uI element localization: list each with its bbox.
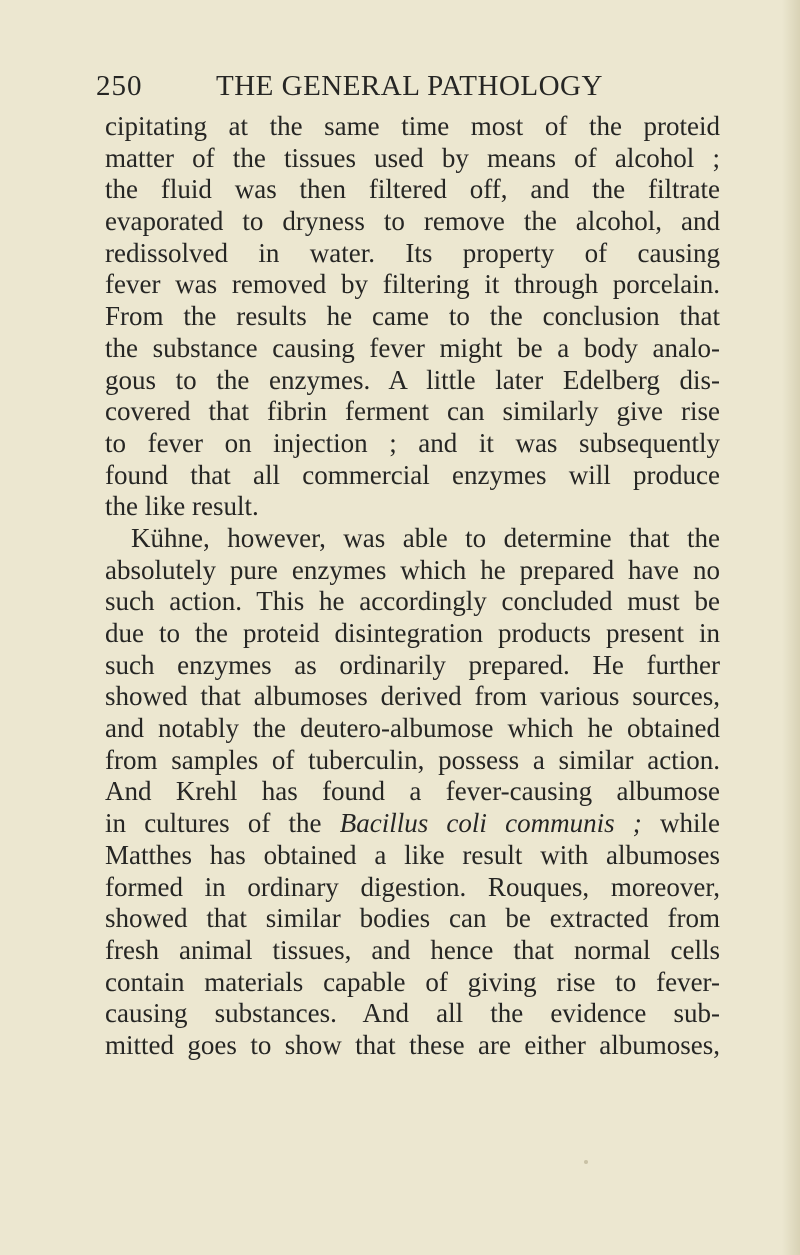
page-number: 250 <box>96 70 143 102</box>
text-line: Kühne, however, was able to determine that the <box>131 522 720 553</box>
text-line: and notably the deutero-albumose which he obtained <box>105 713 720 744</box>
text-fragment: in cultures of the <box>105 808 340 839</box>
text-line: such action. This he accordingly concluded must be <box>105 586 720 617</box>
text-fragment: while <box>641 808 720 839</box>
page-edge-shadow <box>782 0 800 1255</box>
text-line: from samples of tuberculin, possess a similar action. <box>105 744 720 775</box>
text-line: due to the proteid disintegration products present in <box>105 618 720 648</box>
text-line: formed in ordinary digestion. Rouques, moreover, <box>105 871 720 902</box>
text-line: Matthes has obtained a like result with albumoses <box>105 839 720 870</box>
text-line: causing substances. And all the evidence sub- <box>105 998 720 1029</box>
page-header <box>0 70 800 110</box>
text-line-italic-mix <box>105 808 720 840</box>
text-line: to fever on injection ; and it was subsequently <box>105 427 720 458</box>
text-line: absolutely pure enzymes which he prepared have no <box>105 554 720 585</box>
italic-species-name: Bacillus coli communis ; <box>339 808 642 839</box>
text-line: found that all commercial enzymes will produce <box>105 459 720 490</box>
text-line: mitted goes to show that these are either albumoses, <box>105 1029 720 1060</box>
body-text <box>105 111 720 1062</box>
text-line: And Krehl has found a fever-causing albumose <box>105 776 720 807</box>
text-line: fever was removed by filtering it through porcelain. <box>105 269 720 300</box>
text-line: such enzymes as ordinarily prepared. He further <box>105 649 720 680</box>
text-line: the like result. <box>105 491 259 522</box>
paper-speck <box>584 1160 588 1164</box>
text-line: fresh animal tissues, and hence that normal cells <box>105 934 720 965</box>
text-line: showed that albumoses derived from various sources, <box>105 681 720 712</box>
text-line: matter of the tissues used by means of alcohol ; <box>105 142 720 173</box>
text-line: evaporated to dryness to remove the alcohol, and <box>105 206 720 237</box>
text-line: the substance causing fever might be a body analo- <box>105 332 720 363</box>
text-line: covered that fibrin ferment can similarly give rise <box>105 396 720 427</box>
text-line: showed that similar bodies can be extracted from <box>105 903 720 934</box>
text-line: From the results he came to the conclusion that <box>105 301 720 332</box>
text-line: gous to the enzymes. A little later Edelberg dis- <box>105 364 720 395</box>
text-line: cipitating at the same time most of the proteid <box>105 111 720 141</box>
text-line: contain materials capable of giving rise to fever- <box>105 966 720 997</box>
running-head: THE GENERAL PATHOLOGY <box>216 70 603 102</box>
text-line: the fluid was then filtered off, and the filtrate <box>105 174 720 205</box>
text-line: redissolved in water. Its property of causing <box>105 237 720 268</box>
